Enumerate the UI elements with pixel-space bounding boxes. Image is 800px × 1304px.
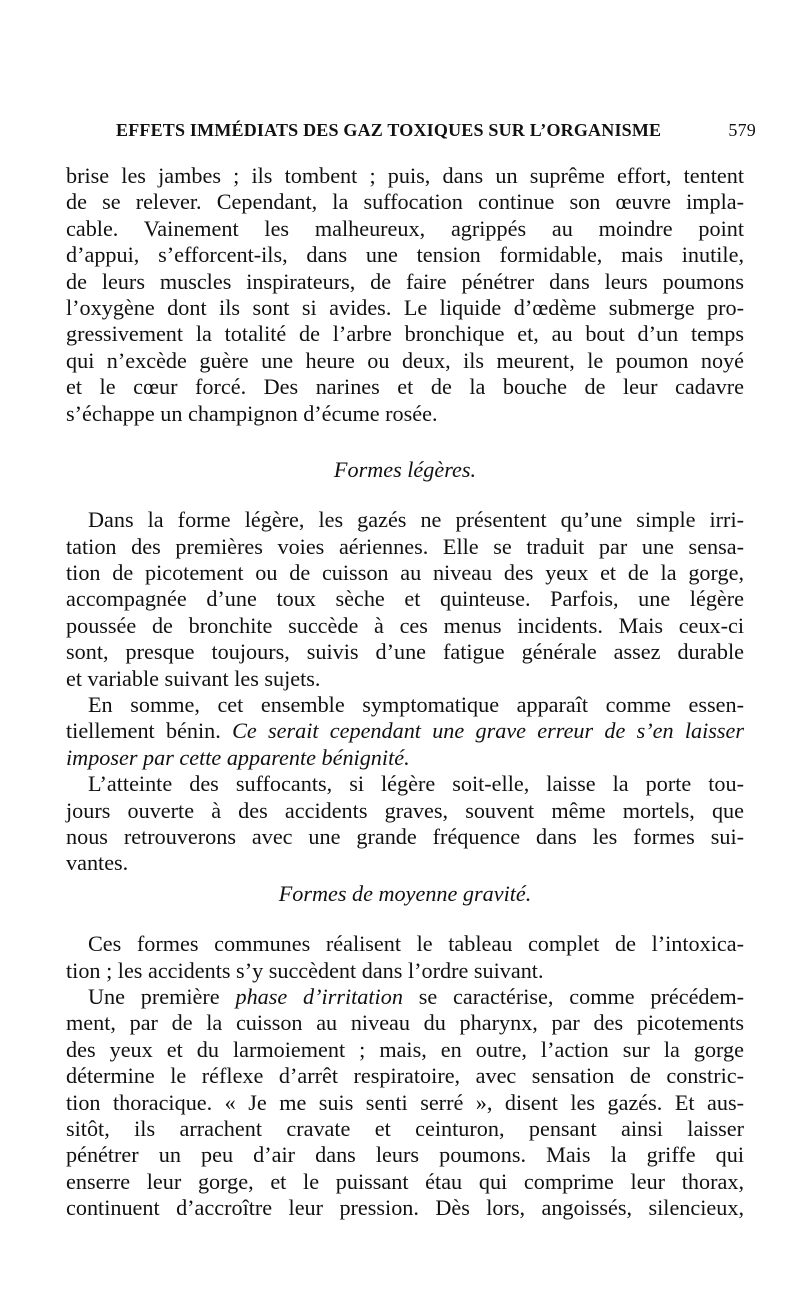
section-heading: Formes de moyenne gravité. <box>278 880 532 906</box>
text-line: tion thoracique. « Je me suis senti serré », disent les gazés. Et aus- <box>66 1089 744 1115</box>
text-line: sitôt, ils arrachent cravate et ceinturon, pensant ainsi laisser <box>66 1115 744 1141</box>
text-run: tiellement bénin. <box>66 718 233 744</box>
text-line: s’échappe un champignon d’écume rosée. <box>66 400 438 426</box>
italic-run: phase d’irritation <box>235 983 403 1009</box>
text-line: vantes. <box>66 850 129 876</box>
text-line: continuent d’accroître leur pression. Dès lors, angoissés, silencieux, <box>66 1195 744 1221</box>
body-text <box>66 163 744 1221</box>
text-line: brise les jambes ; ils tombent ; puis, dans un suprême effort, tentent <box>66 163 744 188</box>
text-line: jours ouverte à des accidents graves, souvent même mortels, que <box>66 797 744 823</box>
section-heading: Formes légères. <box>333 456 477 482</box>
text-run: se caractérise, comme précédem- <box>402 983 745 1009</box>
text-line: d’appui, s’efforcent-ils, dans une tension formidable, mais inutile, <box>66 242 744 268</box>
text-line: sont, presque toujours, suivis d’une fatigue générale assez durable <box>66 639 744 665</box>
text-line: L’atteinte des suffocants, si légère soit-elle, laisse la porte tou- <box>88 771 744 797</box>
text-line <box>66 718 744 744</box>
text-line: tation des premières voies aériennes. Elle se traduit par une sensa- <box>66 533 744 559</box>
text-line: poussée de bronchite succède à ces menus incidents. Mais ceux-ci <box>66 612 744 638</box>
text-line: détermine le réflexe d’arrêt respiratoire, avec sensation de constric- <box>66 1063 744 1089</box>
running-head <box>116 120 756 142</box>
text-line: nous retrouverons avec une grande fréquence dans les formes sui- <box>66 823 744 849</box>
text-line: enserre leur gorge, et le puissant étau qui comprime leur thorax, <box>66 1168 744 1194</box>
text-line: ment, par de la cuisson au niveau du pharynx, par des picotements <box>66 1010 744 1036</box>
page-number: 579 <box>728 120 756 140</box>
text-line <box>66 745 744 771</box>
running-title: EFFETS IMMÉDIATS DES GAZ TOXIQUES SUR L’ORGANISME <box>116 120 662 140</box>
text-line: pénétrer un peu d’air dans leurs poumons. Mais la griffe qui <box>66 1142 744 1168</box>
text-line: gressivement la totalité de l’arbre bronchique et, au bout d’un temps <box>66 321 744 347</box>
text-line: et le cœur forcé. Des narines et de la bouche de leur cadavre <box>66 374 744 400</box>
text-line <box>66 984 744 1010</box>
text-line: Dans la forme légère, les gazés ne présentent qu’une simple irri- <box>88 507 744 533</box>
text-line: tion de picotement ou de cuisson au niveau des yeux et de la gorge, <box>66 560 744 586</box>
text-line: l’oxygène dont ils sont si avides. Le liquide d’œdème submerge pro- <box>66 294 744 320</box>
text-line: de leurs muscles inspirateurs, de faire pénétrer dans leurs poumons <box>66 268 744 294</box>
italic-run: Ce serait cependant une grave erreur de s’en laisser <box>232 718 744 744</box>
text-line: qui n’excède guère une heure ou deux, ils meurent, le poumon noyé <box>66 347 744 373</box>
text-line: et variable suivant les sujets. <box>66 665 321 691</box>
text-run: Une première <box>88 983 236 1009</box>
text-line: tion ; les accidents s’y succèdent dans l’ordre suivant. <box>66 957 544 983</box>
text-line: Ces formes communes réalisent le tableau complet de l’intoxica- <box>88 931 744 957</box>
italic-run: imposer par cette apparente bénignité. <box>66 744 410 770</box>
text-line: En somme, cet ensemble symptomatique apparaît comme essen- <box>88 692 744 718</box>
text-line: des yeux et du larmoiement ; mais, en outre, l’action sur la gorge <box>66 1036 744 1062</box>
text-line: de se relever. Cependant, la suffocation continue son œuvre impla- <box>66 189 744 215</box>
text-line: accompagnée d’une toux sèche et quinteuse. Parfois, une légère <box>66 586 744 612</box>
text-line: cable. Vainement les malheureux, agrippés au moindre point <box>66 215 744 241</box>
